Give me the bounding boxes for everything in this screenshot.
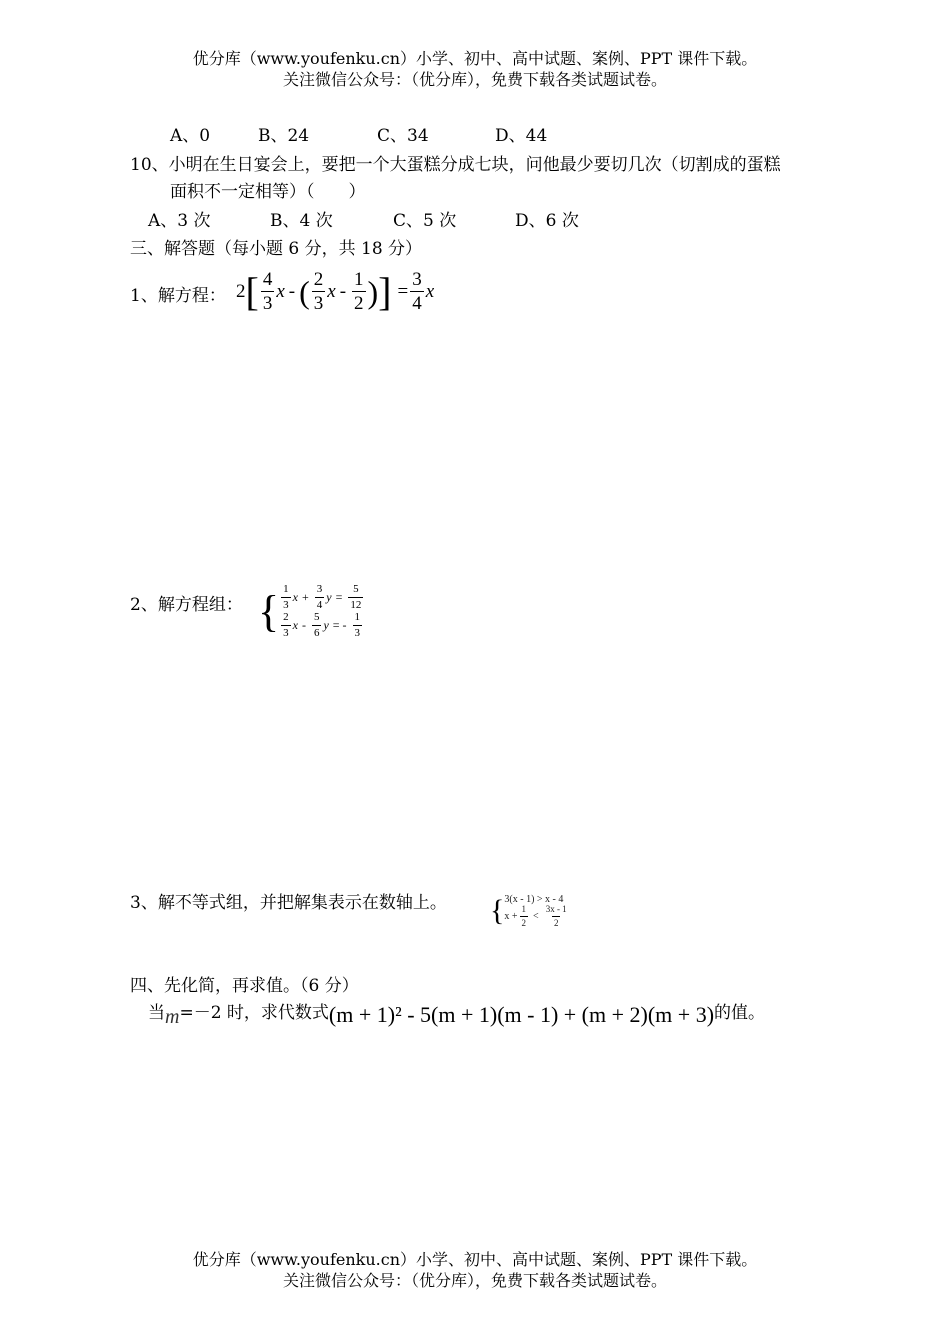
ineq-rows bbox=[504, 894, 570, 928]
ineq-op: < bbox=[533, 911, 539, 922]
frac-num: 1 bbox=[521, 904, 527, 914]
problem-3-label: 3、解不等式组，并把解集表示在数轴上。 bbox=[130, 893, 447, 913]
sys-op: - bbox=[301, 618, 306, 632]
q10-option-d: D、6 次 bbox=[515, 211, 579, 231]
eq1-minus: - bbox=[288, 280, 296, 302]
eq1-coefficient: 2 bbox=[236, 280, 246, 302]
value-text: =－2 时，求代数式 bbox=[179, 1003, 329, 1023]
frac-den: 4 bbox=[412, 293, 422, 314]
frac-num: 2 bbox=[313, 269, 324, 290]
sys-frac bbox=[315, 584, 325, 611]
sys-frac bbox=[281, 612, 291, 639]
frac-num: 3 bbox=[412, 269, 422, 290]
eq1-fraction-3-4 bbox=[410, 270, 424, 313]
frac-den: 2 bbox=[553, 918, 559, 928]
problem-2-label: 2、解方程组： bbox=[130, 595, 243, 615]
sys-var-x: x bbox=[292, 618, 298, 632]
eq1-right-paren: ) bbox=[367, 273, 379, 310]
eq1-var: x bbox=[425, 280, 435, 302]
system-row-1 bbox=[279, 584, 365, 611]
eq1-var: x bbox=[327, 280, 336, 302]
frac-den: 3 bbox=[262, 293, 273, 314]
ineq-row-2 bbox=[504, 905, 570, 928]
frac-num: 2 bbox=[283, 611, 289, 623]
sys-op: + bbox=[301, 590, 309, 604]
inequality-system bbox=[490, 894, 571, 928]
footer-line-2: 关注微信公众号：（优分库），免费下载各类试题试卷。 bbox=[282, 1271, 667, 1290]
sys-eq: = bbox=[335, 590, 343, 604]
frac-den: 2 bbox=[354, 293, 364, 314]
q10-option-b: B、4 次 bbox=[270, 211, 333, 231]
ineq-brace: { bbox=[490, 894, 505, 927]
sys-frac bbox=[281, 584, 291, 611]
equation-1 bbox=[236, 270, 434, 313]
frac-num: 1 bbox=[354, 269, 364, 290]
eq1-fraction-2-3 bbox=[312, 270, 326, 313]
frac-num: 5 bbox=[353, 583, 359, 595]
frac-den: 3 bbox=[313, 293, 324, 314]
q10-line-2: 面积不一定相等）（ ） bbox=[170, 182, 366, 202]
q10-line-1: 10、小明在生日宴会上，要把一个大蛋糕分成七块，问他最少要切几次（切割成的蛋糕 bbox=[130, 155, 781, 175]
q10-option-a: A、3 次 bbox=[148, 211, 211, 231]
frac-den: 3 bbox=[283, 599, 289, 611]
system-brace: { bbox=[258, 586, 280, 636]
sys-frac bbox=[312, 612, 322, 639]
eq1-left-bracket: [ bbox=[245, 268, 259, 314]
frac-num: 1 bbox=[283, 583, 289, 595]
eq1-minus: - bbox=[339, 280, 347, 302]
q9-option-c: C、34 bbox=[377, 126, 429, 146]
q10-option-c: C、5 次 bbox=[393, 211, 457, 231]
frac-den: 3 bbox=[354, 627, 361, 639]
eq1-var: x bbox=[276, 280, 285, 302]
sys-eq: = - bbox=[332, 618, 347, 632]
sys-frac bbox=[348, 584, 363, 611]
eq1-equals: = bbox=[397, 280, 409, 302]
frac-den: 6 bbox=[313, 627, 320, 639]
equation-system bbox=[258, 584, 365, 639]
eq1-fraction-1-2 bbox=[352, 270, 366, 313]
system-row-2 bbox=[279, 612, 365, 639]
q9-option-a: A、0 bbox=[170, 126, 211, 146]
ineq-row-1: 3(x - 1) > x - 4 bbox=[504, 894, 564, 905]
ineq-frac bbox=[520, 905, 529, 928]
frac-num: 3x - 1 bbox=[545, 904, 567, 914]
ineq-frac bbox=[544, 905, 569, 928]
footer-line-1: 优分库（www.youfenku.cn）小学、初中、高中试题、案例、PPT 课件下载。 bbox=[192, 1250, 758, 1269]
eq1-fraction-4-3 bbox=[261, 270, 275, 313]
ineq-row2-left: x + bbox=[504, 911, 518, 922]
sys-frac bbox=[353, 612, 363, 639]
q9-option-d: D、44 bbox=[495, 126, 548, 146]
frac-num: 5 bbox=[313, 611, 320, 623]
eq1-right-bracket: ] bbox=[378, 268, 392, 314]
section-4-title: 四、先化简，再求值。（6 分） bbox=[130, 976, 359, 996]
problem-1-label: 1、解方程： bbox=[130, 286, 226, 306]
header-line-1: 优分库（www.youfenku.cn）小学、初中、高中试题、案例、PPT 课件下载。 bbox=[192, 49, 758, 68]
frac-den: 2 bbox=[521, 918, 527, 928]
sys-var-y: y bbox=[323, 618, 329, 632]
q9-option-b: B、24 bbox=[258, 126, 310, 146]
frac-num: 4 bbox=[262, 269, 273, 290]
eq1-left-paren: ( bbox=[299, 273, 310, 310]
section-3-title: 三、解答题（每小题 6 分，共 18 分） bbox=[130, 239, 423, 259]
algebraic-expression: (m + 1)² - 5(m + 1)(m - 1) + (m + 2)(m + 3) bbox=[328, 1002, 715, 1027]
section-4-problem bbox=[148, 998, 765, 1029]
sys-var-x: x bbox=[292, 590, 298, 604]
sys-var-y: y bbox=[326, 590, 332, 604]
frac-num: 1 bbox=[354, 611, 361, 623]
frac-den: 12 bbox=[350, 599, 362, 611]
tail-text: 的值。 bbox=[714, 1003, 766, 1023]
frac-den: 3 bbox=[283, 627, 289, 639]
header-line-2: 关注微信公众号：（优分库），免费下载各类试题试卷。 bbox=[282, 70, 667, 89]
frac-den: 4 bbox=[316, 599, 323, 611]
when-text: 当 bbox=[148, 1003, 165, 1023]
system-rows bbox=[279, 584, 365, 639]
var-m: m bbox=[165, 1006, 180, 1028]
frac-num: 3 bbox=[316, 583, 323, 595]
